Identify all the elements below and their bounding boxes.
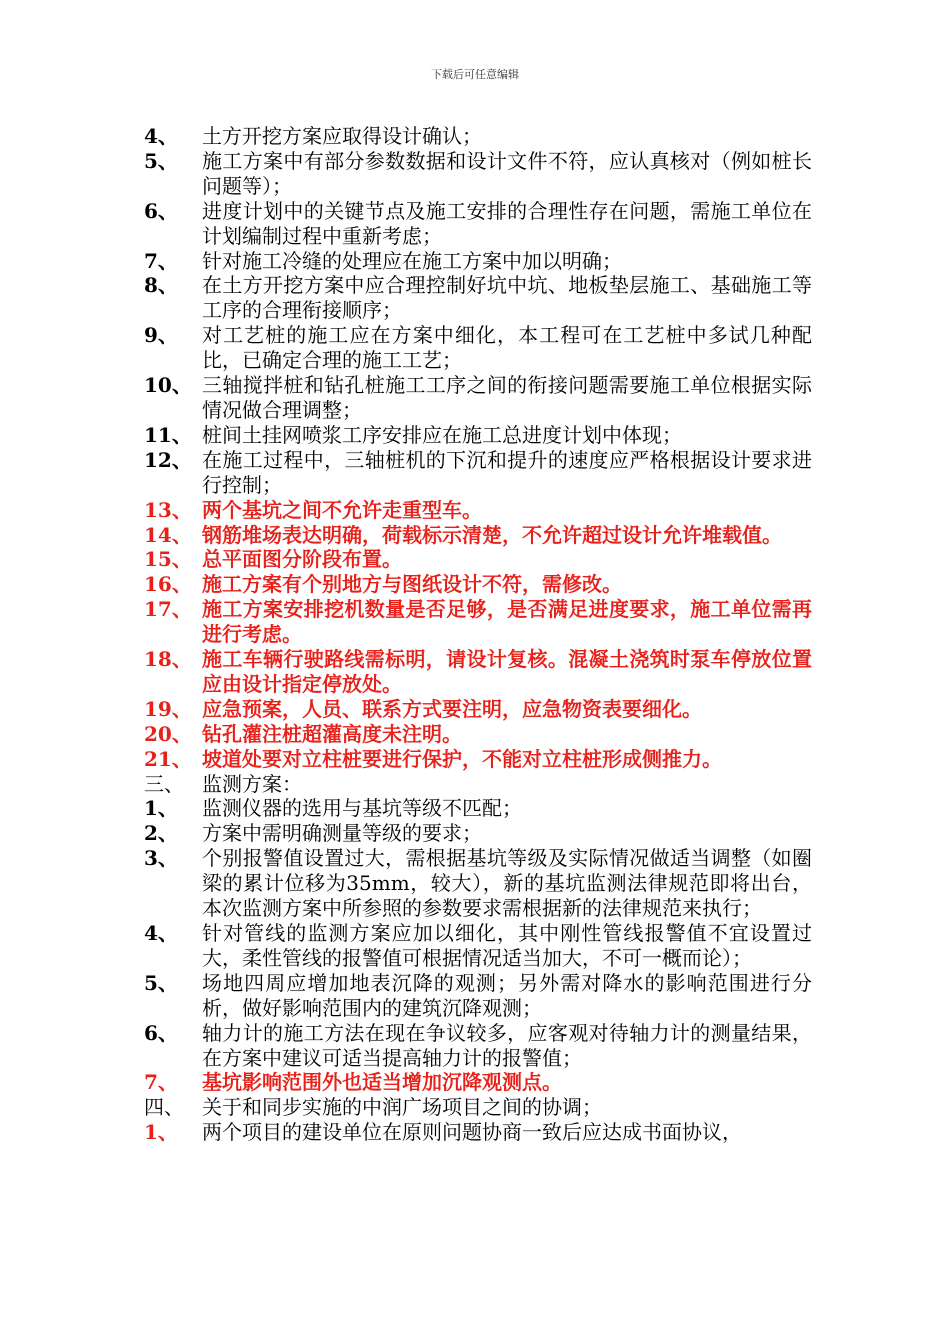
item-text: 两个项目的建设单位在原则问题协商一致后应达成书面协议，	[202, 1120, 742, 1145]
item-text: 场地四周应增加地表沉降的观测；另外需对降水的影响范围进行分析，做好影响范围内的建筑沉降观测；	[202, 970, 812, 1020]
item-number: 14、	[144, 522, 192, 547]
list-item-highlighted	[144, 722, 812, 747]
item-text: 桩间土挂网喷浆工序安排应在施工总进度计划中体现；	[202, 422, 682, 447]
list-item	[144, 821, 812, 846]
item-text: 在施工过程中，三轴桩机的下沉和提升的速度应严格根据设计要求进行控制；	[202, 447, 812, 497]
section-number: 四、	[144, 1095, 184, 1120]
item-text: 进度计划中的关键节点及施工安排的合理性存在问题，需施工单位在计划编制过程中重新考虑；	[202, 198, 812, 248]
item-number: 4、	[144, 124, 178, 148]
item-text: 个别报警值设置过大，需根据基坑等级及实际情况做适当调整（如圈梁的累计位移为35mm，较大），新的基坑监测法律规范即将出台，本次监测方案中所参照的参数要求需根据新的法律规范来执行；	[202, 846, 812, 921]
list-item	[144, 249, 812, 274]
list-item	[144, 149, 812, 199]
list-item	[144, 1021, 812, 1071]
item-number: 2、	[144, 821, 178, 846]
item-number: 9、	[144, 323, 178, 348]
item-number: 8、	[144, 273, 178, 298]
item-text: 针对施工冷缝的处理应在施工方案中加以明确；	[202, 248, 622, 273]
list-item-highlighted	[144, 498, 812, 523]
list-item	[144, 448, 812, 498]
item-text: 应急预案，人员、联系方式要注明，应急物资表要细化。	[202, 696, 702, 721]
list-item	[144, 423, 812, 448]
list-item-highlighted	[144, 597, 812, 647]
list-item	[144, 323, 812, 373]
item-number: 1、	[144, 1120, 178, 1145]
list-item	[144, 373, 812, 423]
list-item-highlighted	[144, 572, 812, 597]
list-item	[144, 846, 812, 921]
list-item	[144, 124, 812, 149]
list-item-highlighted	[144, 523, 812, 548]
list-item	[144, 921, 812, 971]
item-number: 6、	[144, 1020, 178, 1045]
list-item	[144, 273, 812, 323]
list-item	[144, 1120, 812, 1145]
item-text: 施工方案有个别地方与图纸设计不符，需修改。	[202, 572, 622, 597]
item-number: 3、	[144, 846, 178, 871]
section-title: 监测方案：	[202, 771, 302, 796]
item-number: 19、	[144, 696, 192, 721]
list-item-highlighted	[144, 697, 812, 722]
item-number: 13、	[144, 497, 192, 522]
item-number: 16、	[144, 572, 192, 597]
item-number: 4、	[144, 921, 178, 945]
list-item-highlighted	[144, 1070, 812, 1095]
list-item-highlighted	[144, 547, 812, 572]
item-number: 1、	[144, 796, 178, 821]
item-number: 18、	[144, 647, 192, 672]
item-number: 7、	[144, 248, 178, 273]
item-text: 针对管线的监测方案应加以细化，其中刚性管线报警值不宜设置过大，柔性管线的报警值可根据情况适当加大，不可一概而论）；	[202, 921, 812, 970]
item-number: 12、	[144, 447, 192, 472]
item-text: 钢筋堆场表达明确，荷载标示清楚，不允许超过设计允许堆载值。	[202, 522, 782, 547]
item-text: 钻孔灌注桩超灌高度未注明。	[202, 721, 462, 746]
item-text: 施工车辆行驶路线需标明，请设计复核。混凝土浇筑时泵车停放位置应由设计指定停放处。	[202, 647, 812, 696]
item-number: 20、	[144, 721, 192, 746]
section-title: 关于和同步实施的中润广场项目之间的协调；	[202, 1095, 602, 1120]
item-text: 施工方案中有部分参数数据和设计文件不符，应认真核对（例如桩长问题等）；	[202, 148, 812, 198]
item-text: 在土方开挖方案中应合理控制好坑中坑、地板垫层施工、基础施工等工序的合理衔接顺序；	[202, 273, 812, 323]
item-text: 两个基坑之间不允许走重型车。	[202, 497, 482, 522]
item-list	[144, 124, 812, 1145]
list-item	[144, 796, 812, 821]
item-text: 三轴搅拌桩和钻孔桩施工工序之间的衔接问题需要施工单位根据实际情况做合理调整；	[202, 373, 812, 422]
item-number: 17、	[144, 597, 192, 622]
item-text: 土方开挖方案应取得设计确认；	[202, 124, 482, 148]
item-text: 总平面图分阶段布置。	[202, 547, 402, 572]
list-item	[144, 971, 812, 1021]
list-item-highlighted	[144, 647, 812, 697]
item-text: 监测仪器的选用与基坑等级不匹配；	[202, 796, 522, 821]
item-text: 对工艺桩的施工应在方案中细化，本工程可在工艺桩中多试几种配比，已确定合理的施工工艺；	[202, 323, 812, 373]
item-text: 基坑影响范围外也适当增加沉降观测点。	[202, 1070, 562, 1095]
item-number: 15、	[144, 547, 192, 572]
item-number: 7、	[144, 1070, 178, 1095]
item-text: 轴力计的施工方法在现在争议较多，应客观对待轴力计的测量结果，在方案中建议可适当提高轴力计的报警值；	[202, 1020, 812, 1070]
page-header: 下载后可任意编辑	[431, 68, 519, 81]
list-item-highlighted	[144, 747, 812, 772]
section-heading	[144, 772, 812, 797]
item-number: 5、	[144, 970, 178, 995]
item-text: 坡道处要对立柱桩要进行保护，不能对立柱桩形成侧推力。	[202, 746, 722, 771]
section-number: 三、	[144, 771, 184, 796]
item-text: 施工方案安排挖机数量是否足够，是否满足进度要求，施工单位需再进行考虑。	[202, 597, 812, 647]
item-number: 11、	[144, 422, 192, 447]
item-number: 5、	[144, 148, 178, 173]
section-heading	[144, 1095, 812, 1120]
item-number: 6、	[144, 198, 178, 223]
item-text: 方案中需明确测量等级的要求；	[202, 821, 482, 846]
item-number: 10、	[144, 373, 192, 398]
list-item	[144, 199, 812, 249]
item-number: 21、	[144, 746, 192, 771]
